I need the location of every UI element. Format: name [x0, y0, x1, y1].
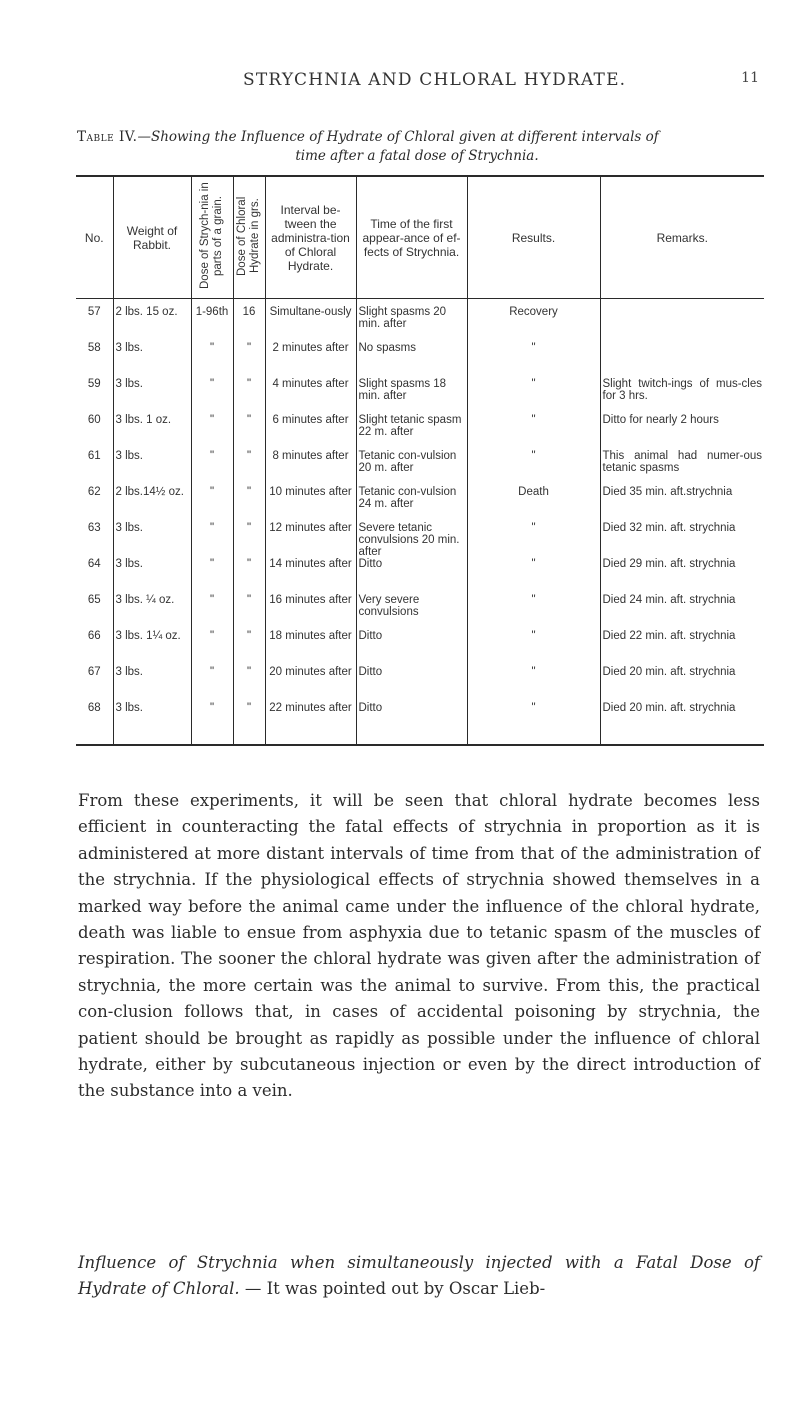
header-remarks: Remarks.	[600, 176, 764, 299]
header-time: Time of the first appear-ance of ef-fects of Strychnia.	[356, 176, 467, 299]
cell-weight: 2 lbs.14½ oz.	[113, 486, 191, 522]
cell-dose-strychnia: "	[191, 342, 233, 378]
data-table-wrapper	[76, 175, 764, 746]
caption-text-line1: —Showing the Influence of Hydrate of Chloral given at different intervals of	[137, 129, 659, 145]
caption-text-line2: time after a fatal dose of Strychnia.	[295, 148, 539, 164]
cell-dose-chloral: 16	[233, 299, 265, 343]
cell-weight: 3 lbs. 1 oz.	[113, 414, 191, 450]
table-row	[76, 450, 764, 486]
cell-remarks: Died 35 min. aft.strychnia	[600, 486, 764, 522]
cell-remarks: Died 29 min. aft. strychnia	[600, 558, 764, 594]
table-header-row	[76, 176, 764, 299]
cell-remarks: This animal had numer-ous tetanic spasms	[600, 450, 764, 486]
cell-remarks: Died 20 min. aft. strychnia	[600, 666, 764, 702]
cell-dose-chloral: "	[233, 666, 265, 702]
page-number: 11	[741, 70, 759, 86]
header-dose-strychnia-text: Dose of Strych-nia in parts of a grain.	[199, 182, 224, 290]
cell-weight: 2 lbs. 15 oz.	[113, 299, 191, 343]
cell-remarks: Died 20 min. aft. strychnia	[600, 702, 764, 745]
cell-interval: 18 minutes after	[265, 630, 356, 666]
cell-time: Slight spasms 18 min. after	[356, 378, 467, 414]
cell-result: "	[467, 630, 600, 666]
table-row	[76, 486, 764, 522]
cell-result: "	[467, 342, 600, 378]
cell-weight: 3 lbs.	[113, 666, 191, 702]
cell-dose-strychnia: "	[191, 450, 233, 486]
subheading-continuation: — It was pointed out by Oscar Lieb-	[239, 1279, 546, 1299]
cell-dose-chloral: "	[233, 342, 265, 378]
cell-result: "	[467, 450, 600, 486]
table-row	[76, 299, 764, 343]
header-dose-chloral-text: Dose of Chloral Hydrate in grs.	[236, 196, 261, 276]
cell-weight: 3 lbs. 1¼ oz.	[113, 630, 191, 666]
cell-result: "	[467, 594, 600, 630]
cell-remarks: Died 32 min. aft. strychnia	[600, 522, 764, 558]
header-interval: Interval be-tween the administra-tion of Chloral Hydrate.	[265, 176, 356, 299]
caption-label: Table IV.	[77, 129, 138, 145]
cell-time: Ditto	[356, 702, 467, 745]
cell-dose-chloral: "	[233, 558, 265, 594]
cell-interval: 10 minutes after	[265, 486, 356, 522]
cell-result: Death	[467, 486, 600, 522]
cell-dose-chloral: "	[233, 486, 265, 522]
cell-no: 66	[87, 630, 101, 642]
cell-dose-strychnia: "	[191, 702, 233, 745]
cell-no: 60	[87, 414, 101, 426]
header-weight: Weight of Rabbit.	[113, 176, 191, 299]
cell-interval: 12 minutes after	[265, 522, 356, 558]
cell-time: Severe tetanic convulsions 20 min. after	[356, 522, 467, 558]
cell-no: 62	[87, 486, 101, 498]
cell-time: Ditto	[356, 630, 467, 666]
table-row	[76, 342, 764, 378]
cell-interval: 4 minutes after	[265, 378, 356, 414]
table-row	[76, 522, 764, 558]
cell-dose-strychnia: "	[191, 558, 233, 594]
cell-remarks	[600, 342, 764, 378]
section-subheading	[78, 1250, 760, 1303]
cell-result: "	[467, 522, 600, 558]
cell-result: "	[467, 414, 600, 450]
running-head: STRYCHNIA AND CHLORAL HYDRATE.	[243, 70, 627, 90]
cell-no: 61	[87, 450, 101, 462]
table-row	[76, 630, 764, 666]
cell-remarks: Died 22 min. aft. strychnia	[600, 630, 764, 666]
header-no: No.	[76, 176, 113, 299]
cell-no: 67	[87, 666, 101, 678]
cell-dose-strychnia: "	[191, 378, 233, 414]
table-caption	[77, 128, 757, 165]
cell-weight: 3 lbs.	[113, 522, 191, 558]
header-results: Results.	[467, 176, 600, 299]
cell-dose-chloral: "	[233, 702, 265, 745]
cell-weight: 3 lbs.	[113, 342, 191, 378]
cell-dose-strychnia: 1-96th	[191, 299, 233, 343]
cell-no: 58	[87, 342, 101, 354]
cell-dose-chloral: "	[233, 594, 265, 630]
cell-time: Ditto	[356, 558, 467, 594]
cell-time: Ditto	[356, 666, 467, 702]
cell-result: "	[467, 666, 600, 702]
cell-interval: 16 minutes after	[265, 594, 356, 630]
header-dose-strychnia	[191, 176, 233, 299]
data-table	[76, 175, 764, 746]
cell-weight: 3 lbs.	[113, 702, 191, 745]
cell-remarks: Died 24 min. aft. strychnia	[600, 594, 764, 630]
subheading-italic: Influence of Strychnia when simultaneously injected with a Fatal Dose of Hydrate of Chloral.	[78, 1253, 760, 1299]
cell-result: Recovery	[467, 299, 600, 343]
cell-dose-strychnia: "	[191, 522, 233, 558]
cell-weight: 3 lbs. ¼ oz.	[113, 594, 191, 630]
cell-time: No spasms	[356, 342, 467, 378]
cell-dose-strychnia: "	[191, 414, 233, 450]
cell-weight: 3 lbs.	[113, 450, 191, 486]
cell-no: 68	[76, 702, 113, 745]
cell-time: Slight spasms 20 min. after	[356, 299, 467, 343]
cell-remarks	[600, 299, 764, 343]
cell-no: 65	[87, 594, 101, 606]
table-row	[76, 702, 764, 745]
cell-interval: 20 minutes after	[265, 666, 356, 702]
cell-interval: 22 minutes after	[265, 702, 356, 745]
cell-time: Tetanic con-vulsion 20 m. after	[356, 450, 467, 486]
cell-no: 57	[87, 306, 101, 318]
cell-dose-strychnia: "	[191, 594, 233, 630]
table-row	[76, 414, 764, 450]
cell-dose-strychnia: "	[191, 630, 233, 666]
cell-no: 59	[87, 378, 101, 390]
cell-interval: Simultane-ously	[265, 299, 356, 343]
table-row	[76, 378, 764, 414]
table-row	[76, 666, 764, 702]
cell-time: Tetanic con-vulsion 24 m. after	[356, 486, 467, 522]
cell-dose-chloral: "	[233, 414, 265, 450]
header-dose-chloral	[233, 176, 265, 299]
cell-weight: 3 lbs.	[113, 378, 191, 414]
cell-no: 63	[87, 522, 101, 534]
table-row	[76, 594, 764, 630]
cell-dose-chloral: "	[233, 450, 265, 486]
table-body	[76, 299, 764, 746]
cell-weight: 3 lbs.	[113, 558, 191, 594]
cell-result: "	[467, 558, 600, 594]
cell-result: "	[467, 702, 600, 745]
cell-dose-chloral: "	[233, 522, 265, 558]
cell-interval: 8 minutes after	[265, 450, 356, 486]
cell-time: Slight tetanic spasm 22 m. after	[356, 414, 467, 450]
cell-dose-chloral: "	[233, 630, 265, 666]
cell-time: Very severe convulsions	[356, 594, 467, 630]
cell-no: 64	[87, 558, 101, 570]
cell-result: "	[467, 378, 600, 414]
cell-interval: 14 minutes after	[265, 558, 356, 594]
cell-dose-strychnia: "	[191, 486, 233, 522]
cell-dose-chloral: "	[233, 378, 265, 414]
body-paragraph: From these experiments, it will be seen that chloral hydrate becomes less efficient in counteracting the fatal effects of strychnia in proportion as it is administered at more distant intervals of time from that of the administration of the strychnia. If the physiological effects of strychnia showed themselves in a marked way before the animal came under the influence of the chloral hydrate, death was liable to ensue from asphyxia due to tetanic spasm of the muscles of respiration. The sooner the chloral hydrate was given after the administration of strychnia, the more certain was the animal to survive. From this, the practical con-clusion follows that, in cases of accidental poisoning by strychnia, the patient should be brought as rapidly as possible under the influence of chloral hydrate, either by subcutaneous injection or even by the direct introduction of the substance into a vein.	[78, 791, 760, 1101]
cell-dose-strychnia: "	[191, 666, 233, 702]
table-row	[76, 558, 764, 594]
cell-remarks: Ditto for nearly 2 hours	[600, 414, 764, 450]
cell-interval: 6 minutes after	[265, 414, 356, 450]
cell-interval: 2 minutes after	[265, 342, 356, 378]
cell-remarks: Slight twitch-ings of mus-cles for 3 hrs.	[600, 378, 764, 414]
